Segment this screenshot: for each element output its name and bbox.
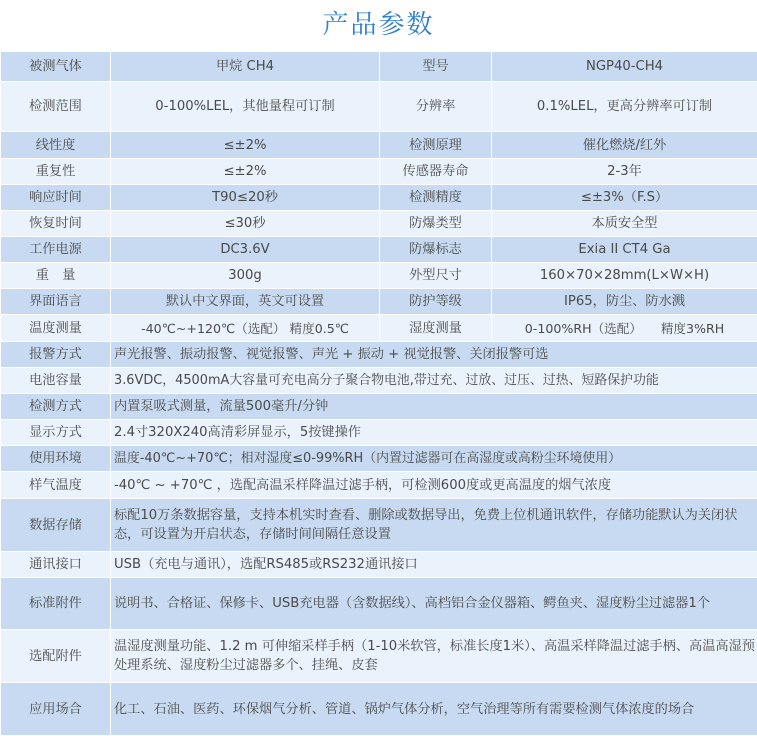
spec-value: T90≤20秒 <box>111 185 380 211</box>
spec-row <box>1 52 757 82</box>
spec-label: 使用环境 <box>1 446 111 472</box>
spec-row-wide <box>1 342 757 368</box>
spec-label: 外型尺寸 <box>380 263 492 289</box>
spec-label: 检测原理 <box>380 132 492 159</box>
spec-value: NGP40-CH4 <box>492 52 757 82</box>
spec-label: 防爆类型 <box>380 211 492 237</box>
spec-row <box>1 237 757 263</box>
spec-value: 0.1%LEL，更高分辨率可订制 <box>492 82 757 132</box>
spec-value: 300g <box>111 263 380 289</box>
spec-value: 默认中文界面，英文可设置 <box>111 289 380 315</box>
spec-row <box>1 132 757 159</box>
spec-label: 选配附件 <box>1 630 111 683</box>
spec-value: 3.6VDC，4500mA大容量可充电高分子聚合物电池,带过充、过放、过压、过热、短路保护功能 <box>111 368 757 394</box>
spec-row <box>1 159 757 185</box>
spec-row-wide <box>1 368 757 394</box>
spec-value: 2-3年 <box>492 159 757 185</box>
spec-value: DC3.6V <box>111 237 380 263</box>
spec-value: 0-100%LEL，其他量程可订制 <box>111 82 380 132</box>
spec-row-wide <box>1 578 757 630</box>
spec-row-wide <box>1 683 757 736</box>
spec-label: 电池容量 <box>1 368 111 394</box>
spec-label: 湿度测量 <box>380 315 492 342</box>
spec-row <box>1 211 757 237</box>
spec-value: 标配10万条数据容量，支持本机实时查看、删除或数据导出，免费上位机通讯软件，存储功能默认为关闭状态，可设置为开启状态，存储时间间隔任意设置 <box>111 499 757 552</box>
spec-value: 160×70×28mm(L×W×H) <box>492 263 757 289</box>
spec-label: 报警方式 <box>1 342 111 368</box>
spec-label: 线性度 <box>1 132 111 159</box>
spec-value: 内置泵吸式测量，流量500毫升/分钟 <box>111 394 757 420</box>
spec-value: 声光报警、振动报警、视觉报警、声光 + 振动 + 视觉报警、关闭报警可选 <box>111 342 757 368</box>
spec-row-wide <box>1 499 757 552</box>
spec-value: 催化燃烧/红外 <box>492 132 757 159</box>
spec-label: 应用场合 <box>1 683 111 736</box>
spec-label: 数据存储 <box>1 499 111 552</box>
spec-label: 标准附件 <box>1 578 111 630</box>
spec-row <box>1 315 757 342</box>
spec-row <box>1 289 757 315</box>
spec-label: 检测范围 <box>1 82 111 132</box>
spec-label: 温度测量 <box>1 315 111 342</box>
spec-row <box>1 82 757 132</box>
spec-value: 温湿度测量功能、1.2 m 可伸缩采样手柄（1-10米软管，标准长度1米）、高温采样降温过滤手柄、高温高湿预处理系统、湿度粉尘过滤器多个、挂绳、皮套 <box>111 630 757 683</box>
spec-row-wide <box>1 472 757 499</box>
spec-label: 通讯接口 <box>1 552 111 578</box>
spec-value: USB（充电与通讯），选配RS485或RS232通讯接口 <box>111 552 757 578</box>
spec-value: IP65，防尘、防水溅 <box>492 289 757 315</box>
spec-label: 恢复时间 <box>1 211 111 237</box>
spec-value: ≤±2% <box>111 132 380 159</box>
spec-value: 0-100%RH（选配） 精度3%RH <box>492 315 757 342</box>
spec-label: 样气温度 <box>1 472 111 499</box>
spec-value: ≤±2% <box>111 159 380 185</box>
spec-value: ≤30秒 <box>111 211 380 237</box>
spec-label: 显示方式 <box>1 420 111 446</box>
spec-value: 化工、石油、医药、环保烟气分析、管道、锅炉气体分析，空气治理等所有需要检测气体浓度的场合 <box>111 683 757 736</box>
spec-value: 说明书、合格证、保修卡、USB充电器（含数据线）、高档铝合金仪器箱、鳄鱼夹、湿度粉尘过滤器1个 <box>111 578 757 630</box>
spec-label: 被测气体 <box>1 52 111 82</box>
spec-value: -40℃ ~ +70℃ ，选配高温采样降温过滤手柄，可检测600度或更高温度的烟气浓度 <box>111 472 757 499</box>
spec-row-wide <box>1 394 757 420</box>
page-title: 产品参数 <box>0 0 757 51</box>
spec-value: 2.4寸320X240高清彩屏显示，5按键操作 <box>111 420 757 446</box>
spec-label: 传感器寿命 <box>380 159 492 185</box>
spec-value: -40℃~+120℃（选配） 精度0.5℃ <box>111 315 380 342</box>
spec-row <box>1 263 757 289</box>
spec-value: Exia II CT4 Ga <box>492 237 757 263</box>
spec-row-wide <box>1 420 757 446</box>
spec-label: 防爆标志 <box>380 237 492 263</box>
spec-label: 重复性 <box>1 159 111 185</box>
spec-label: 检测精度 <box>380 185 492 211</box>
spec-value: 温度-40℃~+70℃；相对湿度≤0-99%RH（内置过滤器可在高湿度或高粉尘环境使用） <box>111 446 757 472</box>
spec-label: 界面语言 <box>1 289 111 315</box>
spec-table <box>0 51 757 736</box>
spec-value: 本质安全型 <box>492 211 757 237</box>
spec-label: 型号 <box>380 52 492 82</box>
spec-row-wide <box>1 446 757 472</box>
spec-value: ≤±3%（F.S） <box>492 185 757 211</box>
spec-value: 甲烷 CH4 <box>111 52 380 82</box>
spec-label: 防护等级 <box>380 289 492 315</box>
spec-row <box>1 185 757 211</box>
spec-label: 工作电源 <box>1 237 111 263</box>
spec-row-wide <box>1 552 757 578</box>
spec-label: 检测方式 <box>1 394 111 420</box>
spec-label: 重 量 <box>1 263 111 289</box>
spec-row-wide <box>1 630 757 683</box>
spec-label: 分辨率 <box>380 82 492 132</box>
spec-label: 响应时间 <box>1 185 111 211</box>
